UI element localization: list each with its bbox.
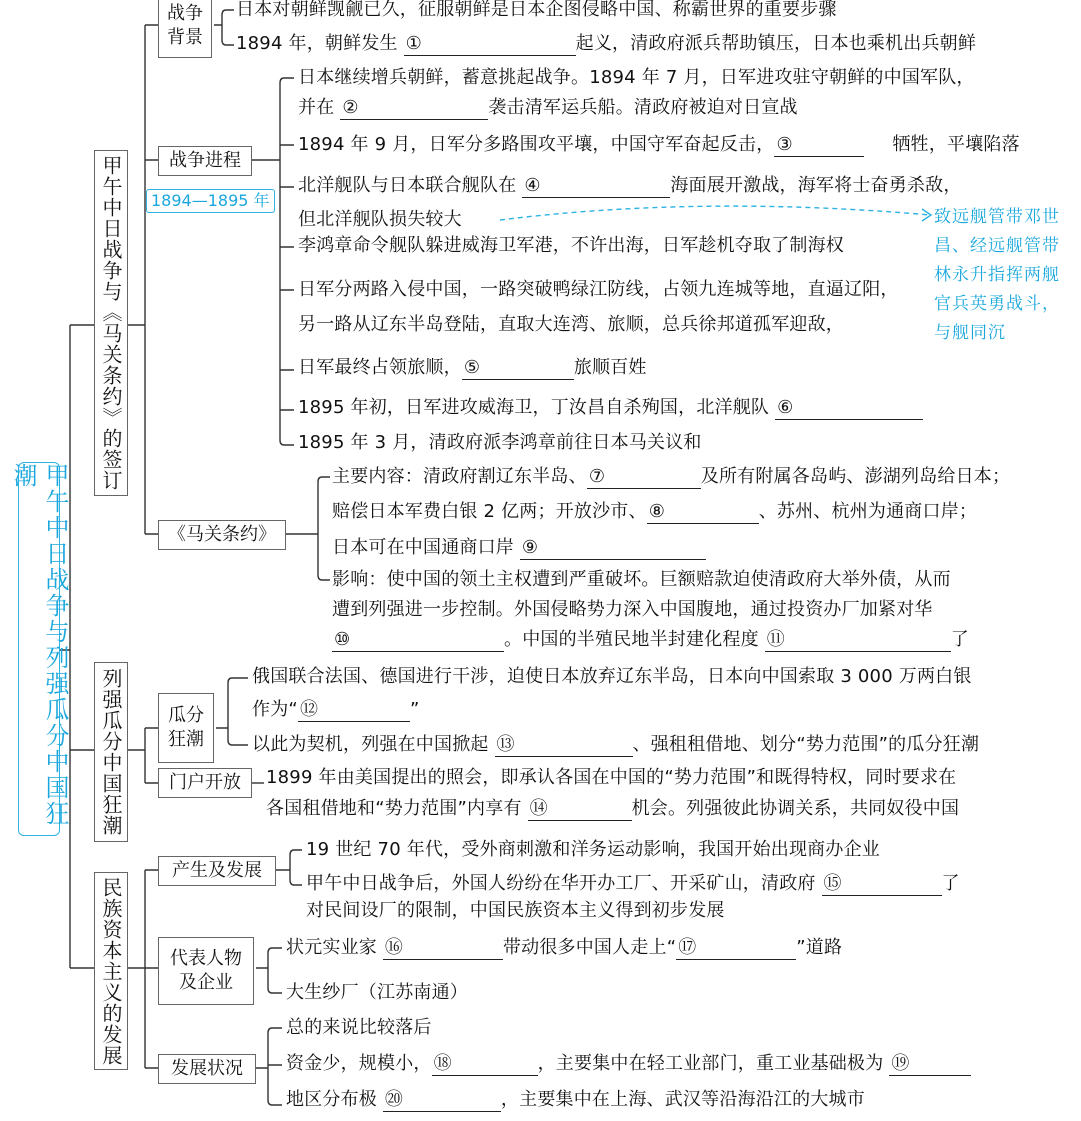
progress-line-11: 1895 年 3 月，清政府派李鸿章前往日本马关议和 (298, 432, 702, 453)
progress-line-4: 北洋舰队与日本联合舰队在 ④ 海面展开激战，海军将士奋勇杀敌， (298, 175, 962, 196)
blank-18[interactable]: ⑱ (432, 1053, 538, 1076)
origin-line-2: 甲午中日战争后，外国人纷纷在华开办工厂、开采矿山，清政府 ⑮ 了 (306, 873, 960, 894)
blank-20[interactable]: ⑳ (383, 1089, 501, 1112)
treaty-line-1: 主要内容：清政府割辽东半岛、 ⑦ 及所有附属各岛屿、澎湖列岛给日本； (332, 466, 1011, 487)
progress-line-8: 另一路从辽东半岛登陆，直取大连湾、旅顺，总兵徐邦道孤军迎敌， (298, 314, 844, 335)
progress-line-6: 李鸿章命令舰队躲进威海卫军港，不许出海，日军趁机夺取了制海权 (298, 235, 844, 256)
blank-16[interactable]: ⑯ (383, 937, 503, 960)
representative-line-1: 状元实业家 ⑯ 带动很多中国人走上“ ⑰ ”道路 (286, 937, 843, 958)
blank-2[interactable]: ② (340, 97, 488, 120)
blank-10[interactable]: ⑩ (332, 629, 504, 652)
partition-line-1: 俄国联合法国、德国进行干涉，迫使日本放弃辽东半岛，日本向中国索取 3 000 万两白银 (252, 666, 972, 687)
origin-line-3: 对民间设厂的限制，中国民族资本主义得到初步发展 (306, 900, 725, 921)
open-door-line-2: 各国租借地和“势力范围”内享有 ⑭ 机会。列强彼此协调关系，共同奴役中国 (266, 798, 960, 819)
partition-line-3: 以此为契机，列强在中国掀起 ⑬ 、强租租借地、划分“势力范围”的瓜分狂潮 (252, 734, 980, 755)
section2-title: 列强瓜分中国狂潮 (94, 662, 128, 842)
blank-14[interactable]: ⑭ (528, 798, 632, 821)
status-line-3: 地区分布极 ⑳ ，主要集中在上海、武汉等沿海沿江的大城市 (286, 1089, 865, 1110)
origin-line-1: 19 世纪 70 年代，受外商刺激和洋务运动影响，我国开始出现商办企业 (306, 839, 880, 860)
war-progress-label: 战争进程 (158, 146, 252, 176)
blank-17[interactable]: ⑰ (676, 937, 796, 960)
progress-line-9: 日军最终占领旅顺， ⑤ 旅顺百姓 (298, 357, 647, 378)
treaty-line-3: 日本可在中国通商口岸 ⑨ (332, 536, 706, 560)
progress-line-7: 日军分两路入侵中国，一路突破鸭绿江防线，占领九连城等地，直逼辽阳， (298, 279, 899, 300)
open-door-line-1: 1899 年由美国提出的照会，即承认各国在中国的“势力范围”和既得特权，同时要求在 (266, 767, 957, 788)
progress-line-3: 1894 年 9 月，日军分多路围攻平壤，中国守军奋起反击， ③ 牺牲，平壤陷落 (298, 134, 1020, 155)
bg-line-2: 1894 年，朝鲜发生 ① 起义，清政府派兵帮助镇压，日本也乘机出兵朝鲜 (236, 33, 977, 54)
status-line-2: 资金少，规模小， ⑱ ，主要集中在轻工业部门，重工业基础极为 ⑲ (286, 1052, 971, 1076)
progress-line-5: 但北洋舰队损失较大 (298, 209, 462, 230)
war-background-label: 战争背景 (158, 0, 212, 58)
partition-label: 瓜分狂潮 (158, 693, 214, 763)
blank-15[interactable]: ⑮ (822, 873, 942, 896)
root-title (9, 462, 69, 836)
representative-label: 代表人物及企业 (158, 937, 254, 1005)
blank-1[interactable]: ① (404, 33, 576, 56)
blank-5[interactable]: ⑤ (462, 357, 574, 380)
root-title-text: 甲午中日战争与列强瓜分中国狂潮 (9, 463, 69, 827)
treaty-line-6: ⑩ 。中国的半殖民地半封建化程度 ⑪ 了 (334, 629, 969, 650)
partition-line-2: 作为“ ⑫ ” (252, 699, 420, 720)
blank-3[interactable]: ③ (774, 134, 864, 157)
blank-12[interactable]: ⑫ (298, 699, 410, 722)
section1-title: 甲午中日战争与《马关条约》的签订 (94, 150, 128, 496)
progress-line-2: 并在 ② 袭击清军运兵船。清政府被迫对日宣战 (298, 97, 798, 118)
progress-year-tag: 1894—1895 年 (146, 189, 275, 213)
handwritten-note: 致远舰管带邓世昌、经远舰管带林永升指挥两舰官兵英勇战斗，与舰同沉 (934, 207, 1060, 343)
blank-9[interactable]: ⑨ (520, 537, 706, 560)
status-label: 发展状况 (158, 1054, 256, 1084)
open-door-label: 门户开放 (158, 768, 252, 798)
progress-line-1: 日本继续增兵朝鲜，蓄意挑起战争。1894 年 7 月，日军进攻驻守朝鲜的中国军队， (298, 67, 975, 88)
status-line-1: 总的来说比较落后 (286, 1017, 432, 1038)
blank-13[interactable]: ⑬ (495, 734, 633, 757)
blank-6[interactable]: ⑥ (775, 397, 923, 420)
treaty-line-2: 赔偿日本军费白银 2 亿两；开放沙市、 ⑧ 、苏州、杭州为通商口岸； (332, 501, 978, 522)
treaty-line-4: 影响：使中国的领土主权遭到严重破坏。巨额赔款迫使清政府大举外债，从而 (332, 569, 951, 590)
bg-line-1: 日本对朝鲜觊觎已久，征服朝鲜是日本企图侵略中国、称霸世界的重要步骤 (236, 0, 837, 20)
treaty-label: 《马关条约》 (158, 520, 286, 550)
section3-title: 民族资本主义的发展 (94, 872, 128, 1070)
blank-7[interactable]: ⑦ (587, 466, 701, 489)
blank-19[interactable]: ⑲ (889, 1053, 971, 1076)
blank-11[interactable]: ⑪ (765, 629, 951, 652)
progress-line-10: 1895 年初，日军进攻威海卫，丁汝昌自杀殉国，北洋舰队 ⑥ (298, 396, 923, 420)
origin-label: 产生及发展 (158, 856, 276, 886)
blank-8[interactable]: ⑧ (647, 501, 759, 524)
representative-line-2: 大生纱厂（江苏南通） (286, 982, 468, 1003)
treaty-line-5: 遭到列强进一步控制。外国侵略势力深入中国腹地，通过投资办厂加紧对华 (332, 599, 933, 620)
blank-4[interactable]: ④ (522, 175, 670, 198)
